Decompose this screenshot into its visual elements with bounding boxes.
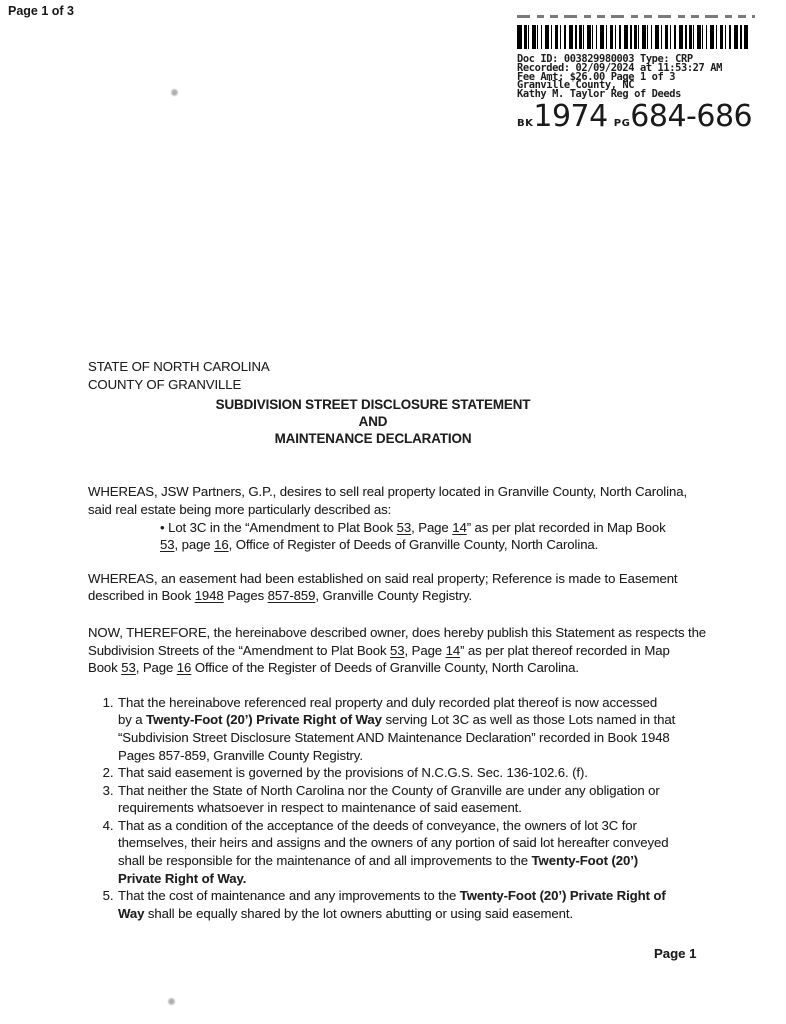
stamp-doc-id-line: Doc ID: 003829980003 Type: CRP	[517, 53, 693, 65]
stamp-page-numbers: 684-686	[630, 98, 753, 134]
state-line: STATE OF NORTH CAROLINA	[88, 359, 270, 374]
stamp-register-line: Kathy M. Taylor Reg of Deeds	[517, 88, 681, 101]
stamp-county-line: Granville County, NC	[517, 79, 635, 92]
stamp-fee-line: Fee Amt: $26.00 Page 1 of 3	[517, 70, 676, 83]
paragraph-whereas-sell: WHEREAS, JSW Partners, G.P., desires to sell real property located in Granville County, North Carolina, said real estate being more particularly described as:	[88, 484, 688, 517]
title-line-3: MAINTENANCE DECLARATION	[274, 430, 472, 446]
barcode-icon	[517, 25, 748, 49]
paragraph-now-therefore: NOW, THEREFORE, the hereinabove described owner, does hereby publish this Statement as respects the Subdivision Streets of the “Amendment to Plat Book 53, Page 14” as per plat thereof recorded in Map Book 53, Page 16 Office of the Register of Deeds of Granville County, North Carolina.	[88, 624, 707, 676]
term-item-1: 1. That the hereinabove referenced real property and duly recorded plat thereof is now accessed by a Twenty-Foot (20’) Private Right of Way serving Lot 3C as well as those Lots named in that “Subdivision Street Disclosure Statement AND Maintenance Declaration” recorded in Book 1948 Pages 857-859, Granville County Registry.	[117, 694, 748, 764]
stamp-book-page-reference	[517, 98, 762, 134]
document-title	[88, 397, 658, 447]
stamp-book-label: BK	[517, 117, 534, 129]
document-body	[88, 358, 748, 922]
declaration-terms-list	[88, 694, 748, 923]
term-item-3: 3. That neither the State of North Carolina nor the County of Granville are under any obligation or requirements whatsoever in respect to maintenance of said easement.	[117, 782, 748, 817]
stamp-recorded-line: Recorded: 02/09/2024 at 11:53:27 AM	[517, 61, 722, 74]
print-page-indicator: Page 1 of 3	[8, 4, 74, 18]
paragraph-whereas-easement: WHEREAS, an easement had been established on said real property; Reference is made to Easement described in Book 1948 Pages 857-859, Granville County Registry.	[88, 570, 678, 604]
term-item-2: 2. That said easement is governed by the provisions of N.C.G.S. Sec. 136-102.6. (f).	[117, 764, 748, 782]
title-line-2: AND	[358, 413, 388, 429]
scan-artifact-dot	[167, 997, 176, 1006]
stamp-book-number: 1974	[533, 98, 608, 134]
footer-page-number: Page 1	[654, 946, 697, 961]
term-item-4: 4. That as a condition of the acceptance of the deeds of conveyance, the owners of lot 3C for themselves, their heirs and assigns and the owners of any portion of said lot hereafter conveyed shall be responsible for the maintenance of and all improvements to the Twenty-Foot (20’) Private Right of Way.	[117, 817, 748, 887]
paragraph-lot-description: • Lot 3C in the “Amendment to Plat Book 53, Page 14” as per plat recorded in Map Book 53, page 16, Office of Register of Deeds of Granville County, North Carolina.	[160, 519, 666, 553]
stamp-page-label: PG	[613, 117, 631, 129]
county-line: COUNTY OF GRANVILLE	[88, 377, 242, 392]
scan-artifact-dot	[170, 88, 179, 97]
title-line-1: SUBDIVISION STREET DISCLOSURE STATEMENT	[215, 397, 531, 412]
term-item-5: 5. That the cost of maintenance and any improvements to the Twenty-Foot (20’) Private Right of Way shall be equally shared by the lot owners abutting or using said easement.	[117, 887, 748, 922]
stamp-tear-line	[517, 15, 755, 18]
recording-stamp	[517, 15, 762, 134]
